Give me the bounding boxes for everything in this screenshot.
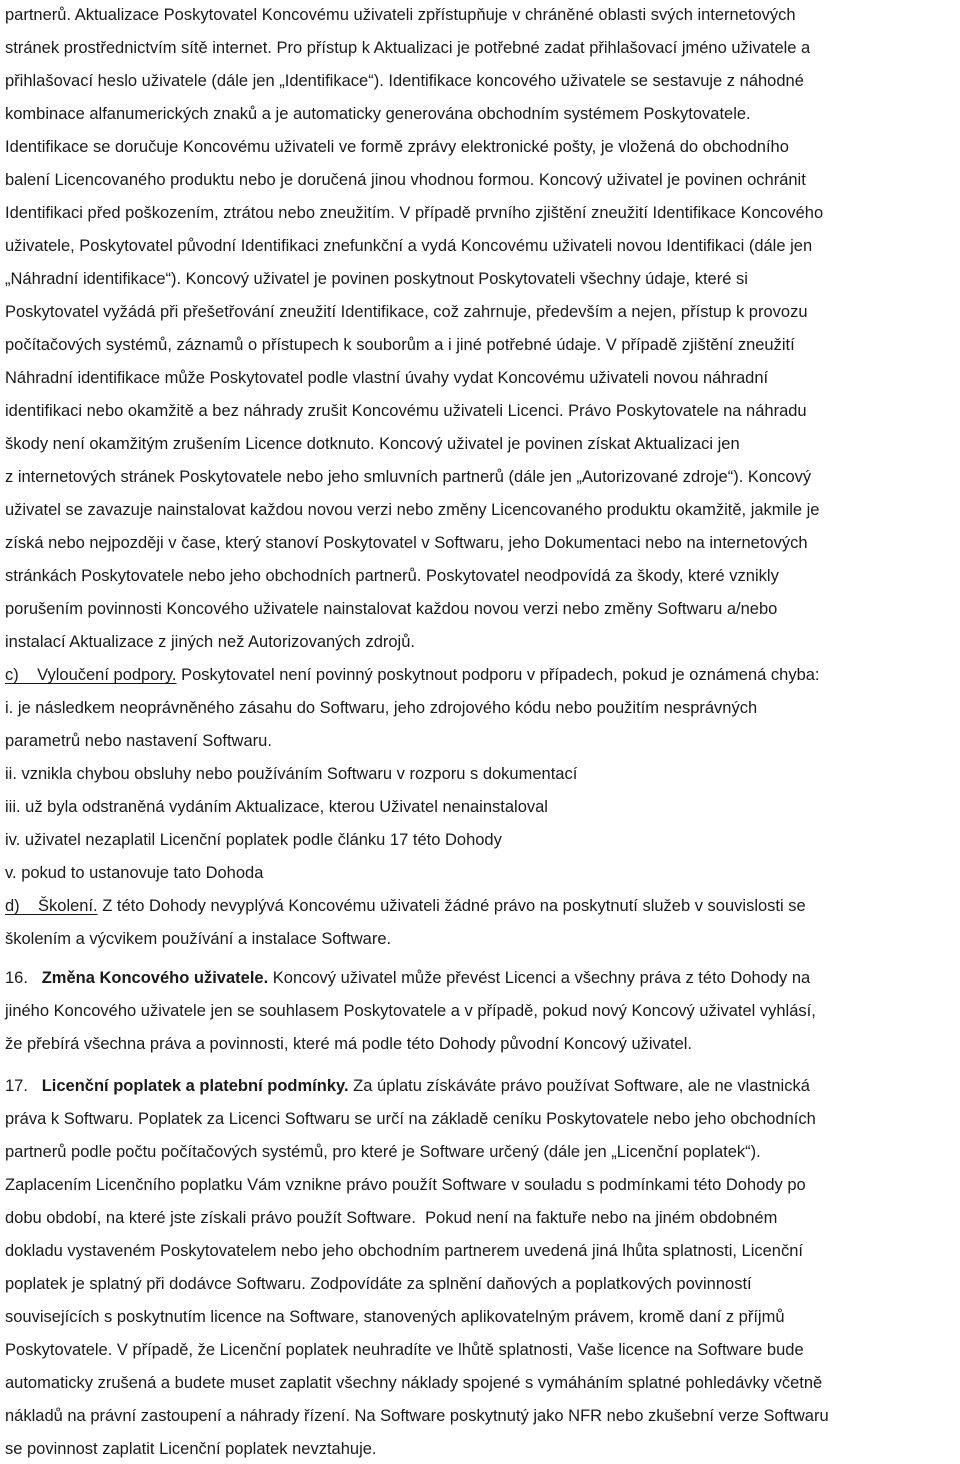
text-line [5, 1000, 816, 1022]
text-segment: instalací Aktualizace z jiných než Autorizovaných zdrojů. [5, 633, 415, 651]
text-segment: v. pokud to ustanovuje tato Dohoda [5, 864, 264, 882]
text-segment: balení Licencovaného produktu nebo je doručená jinou vhodnou formou. Koncový uživatel je povinen ochránit [5, 171, 806, 189]
text-line [5, 1075, 810, 1097]
subsection-heading: d) Školení. [5, 897, 98, 915]
text-segment: Za úplatu získáváte právo používat Software, ale ne vlastnická [348, 1077, 810, 1095]
text-line [5, 334, 795, 356]
text-segment: 17. [5, 1077, 42, 1095]
text-segment: partnerů. Aktualizace Poskytovatel Koncovému uživateli zpřístupňuje v chráněné oblasti svých internetových [5, 6, 796, 24]
text-segment: dokladu vystaveném Poskytovatelem nebo jeho obchodním partnerem uvedená jiná lhůta splatnosti, Licenční [5, 1242, 803, 1260]
text-line [5, 895, 806, 917]
text-line [5, 598, 777, 620]
text-line [5, 301, 808, 323]
text-line [5, 1108, 816, 1130]
text-segment: Zaplacením Licenčního poplatku Vám vznikne právo použít Software v souladu s podmínkami této Dohody po [5, 1176, 806, 1194]
text-segment: poplatek je splatný při dodávce Softwaru. Zodpovídáte za splnění daňových a poplatkových povinností [5, 1275, 752, 1293]
text-line [5, 136, 789, 158]
text-line [5, 796, 548, 818]
text-line [5, 631, 415, 653]
text-line [5, 499, 819, 521]
text-segment: škody není okamžitým zrušením Licence dotknuto. Koncový uživatel je povinen získat Aktualizaci jen [5, 435, 740, 453]
text-segment: i. je následkem neoprávněného zásahu do Softwaru, jeho zdrojového kódu nebo použitím nesprávných [5, 699, 758, 717]
text-line [5, 829, 502, 851]
text-segment: partnerů podle počtu počítačových systémů, pro které je Software určený (dále jen „Licenční poplatek“). [5, 1143, 761, 1161]
text-segment: jiného Koncového uživatele jen se souhlasem Poskytovatele a v případě, pokud nový Koncový uživatel vyhlásí, [5, 1002, 816, 1020]
text-line [5, 433, 740, 455]
text-line [5, 400, 807, 422]
text-segment: souvisejících s poskytnutím licence na Software, stanovených aplikovatelným právem, kromě daní z příjmů [5, 1308, 785, 1326]
text-segment: se povinnost zaplatit Licenční poplatek nevztahuje. [5, 1440, 377, 1458]
text-line [5, 532, 808, 554]
text-segment: stránek prostřednictvím sítě internet. Pro přístup k Aktualizaci je potřebné zadat přihlašovací jméno uživatele a [5, 39, 811, 57]
text-segment: získá nebo nejpozději v čase, který stanoví Poskytovatel v Softwaru, jeho Dokumentaci nebo na internetových [5, 534, 808, 552]
text-segment: iii. už byla odstraněná vydáním Aktualizace, kterou Uživatel nenainstaloval [5, 798, 548, 816]
text-line [5, 1273, 752, 1295]
text-segment: Identifikaci před poškozením, ztrátou nebo zneužitím. V případě prvního zjištění zneužití Identifikace Koncového [5, 204, 824, 222]
text-line [5, 37, 810, 59]
text-line [5, 697, 757, 719]
text-segment: práva k Softwaru. Poplatek za Licenci Softwaru se určí na základě ceníku Poskytovatele nebo jeho obchodních [5, 1110, 816, 1128]
text-segment: přihlašovací heslo uživatele (dále jen „Identifikace“). Identifikace koncového uživatele se sestavuje z náhodné [5, 72, 804, 90]
text-line [5, 1207, 777, 1229]
text-line [5, 268, 748, 290]
text-segment: uživatel se zavazuje nainstalovat každou novou verzi nebo změny Licencovaného produktu okamžitě, jakmile je [5, 501, 820, 519]
text-line [5, 202, 823, 224]
text-segment: 16. [5, 969, 42, 987]
text-segment: Poskytovatele. V případě, že Licenční poplatek neuhradíte ve lhůtě splatnosti, Vaše licence na Software bude [5, 1341, 804, 1359]
text-line [5, 70, 804, 92]
text-segment: dobu období, na které jste získali právo použít Software. Pokud není na faktuře nebo na jiném obdobném [5, 1209, 778, 1227]
text-line [5, 1240, 803, 1262]
text-segment: počítačových systémů, záznamů o přístupech k souborům a i jiné potřebné údaje. V případě zjištění zneužití [5, 336, 795, 354]
text-segment: Z této Dohody nevyplývá Koncovému uživateli žádné právo na poskytnutí služeb v souvislosti se [97, 897, 806, 915]
text-segment: uživatele, Poskytovatel původní Identifikaci znefunkční a vydá Koncovému uživateli novou Identifikaci (dále jen [5, 237, 813, 255]
text-segment: školením a výcvikem používání a instalace Software. [5, 930, 392, 948]
text-line [5, 664, 820, 686]
text-line [5, 4, 796, 26]
text-segment: stránkách Poskytovatele nebo jeho obchodních partnerů. Poskytovatel neodpovídá za škody, které vznikly [5, 567, 779, 585]
text-segment: Poskytovatel není povinný poskytnout podporu v případech, pokud je oznámená chyba: [176, 666, 820, 684]
text-line [5, 1306, 785, 1328]
text-line [5, 565, 779, 587]
text-segment: že přebírá všechna práva a povinnosti, které má podle této Dohody původní Koncový uživatel. [5, 1035, 692, 1053]
text-line [5, 1033, 692, 1055]
text-segment: z internetových stránek Poskytovatele nebo jeho smluvních partnerů (dále jen „Autorizované zdroje“). Koncový [5, 468, 812, 486]
subsection-heading: c) Vyloučení podpory. [5, 666, 177, 684]
text-line [5, 1174, 806, 1196]
text-segment: nákladů na právní zastoupení a náhrady řízení. Na Software poskytnutý jako NFR nebo zkušební verze Softwaru [5, 1407, 829, 1425]
text-line [5, 763, 577, 785]
text-segment: „Náhradní identifikace“). Koncový uživatel je povinen poskytnout Poskytovateli všechny údaje, které si [5, 270, 748, 288]
text-line [5, 466, 811, 488]
text-segment: Identifikace se doručuje Koncovému uživateli ve formě zprávy elektronické pošty, je vložená do obchodního [5, 138, 789, 156]
text-line [5, 1141, 761, 1163]
text-segment: Koncový uživatel může převést Licenci a všechny práva z této Dohody na [268, 969, 811, 987]
text-line [5, 235, 812, 257]
text-segment: Poskytovatel vyžádá při přešetřování zneužití Identifikace, což zahrnuje, především a nejen, přístup k provozu [5, 303, 808, 321]
text-segment: kombinace alfanumerických znaků a je automaticky generována obchodním systémem Poskytovatele. [5, 105, 751, 123]
section-heading: Licenční poplatek a platební podmínky. [41, 1077, 349, 1095]
text-line [5, 169, 806, 191]
text-line [5, 928, 391, 950]
text-line [5, 367, 768, 389]
text-line [5, 1372, 822, 1394]
text-line [5, 967, 810, 989]
text-line [5, 730, 272, 752]
text-segment: automaticky zrušená a budete muset zaplatit všechny náklady spojené s vymáháním splatné pohledávky včetně [5, 1374, 823, 1392]
text-segment: identifikaci nebo okamžitě a bez náhrady zrušit Koncovému uživateli Licenci. Právo Poskytovatele na náhradu [5, 402, 807, 420]
text-line [5, 1405, 829, 1427]
text-segment: Náhradní identifikace může Poskytovatel podle vlastní úvahy vydat Koncovému uživateli novou náhradní [5, 369, 769, 387]
text-line [5, 103, 751, 125]
text-line [5, 1339, 804, 1361]
section-heading: Změna Koncového uživatele. [41, 969, 269, 987]
text-line [5, 862, 263, 884]
text-line [5, 1438, 377, 1460]
text-segment: parametrů nebo nastavení Softwaru. [5, 732, 272, 750]
text-segment: iv. uživatel nezaplatil Licenční poplatek podle článku 17 této Dohody [5, 831, 502, 849]
text-segment: porušením povinnosti Koncového uživatele nainstalovat každou novou verzi nebo změny Softwaru a/nebo [5, 600, 778, 618]
text-segment: ii. vznikla chybou obsluhy nebo používáním Softwaru v rozporu s dokumentací [5, 765, 578, 783]
